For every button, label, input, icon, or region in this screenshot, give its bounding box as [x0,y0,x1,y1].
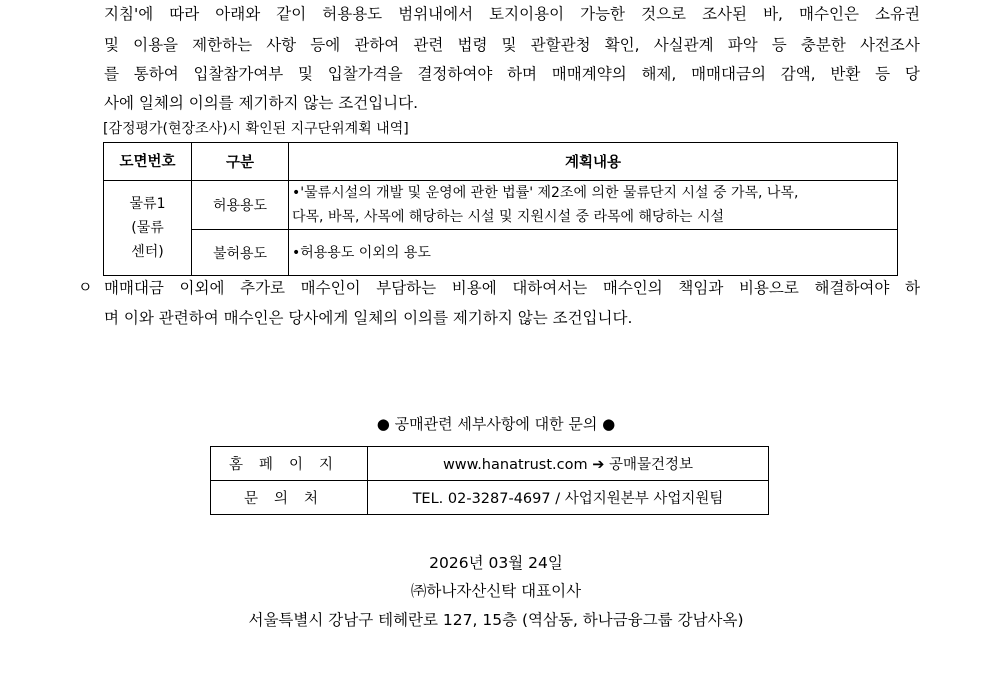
table-row [211,481,769,515]
body-line-2: 및 이용을 제한하는 사항 등에 관하여 관련 법령 및 관할관청 확인, 사실관계 파악 등 충분한 사전조사 [104,36,920,54]
extra-cost-line-2: 며 이와 관련하여 매수인은 당사에게 일체의 이의를 제기하지 않는 조건입니다. [104,309,633,327]
extra-cost-line-1: 매매대금 이외에 추가로 매수인이 부담하는 비용에 대하여서는 매수인의 책임과 비용으로 해결하여야 하 [104,279,920,297]
table-row [104,181,898,230]
notice-date: 2026년 03월 24일 [429,554,563,572]
homepage-label: 홈페이지 [211,447,368,481]
content-line: •허용용도 이외의 용도 [292,244,431,261]
auction-info-link[interactable]: 공매물건정보 [609,457,694,473]
inquiry-table [210,446,769,515]
district-plan-table [103,142,898,276]
inquiry-title: ● 공매관련 세부사항에 대한 문의 ● [376,415,616,433]
contact-label: 문의처 [211,481,368,515]
bullet-circle: ㅇ [78,278,93,296]
drawing-no-line: 센터) [131,244,164,260]
arrow-right-icon: ➔ [592,457,605,473]
header-drawing-no: 도면번호 [104,143,192,181]
homepage-link[interactable]: www.hanatrust.com [442,457,588,473]
drawing-no-line: 물류1 [129,196,166,212]
content-line: 다목, 바목, 사목에 해당하는 시설 및 지원시설 중 라목에 해당하는 시설 [292,209,725,225]
table-row [104,230,898,276]
body-line-4: 사에 일체의 이의를 제기하지 않는 조건입니다. [104,94,419,112]
category-cell: 허용용도 [192,181,289,230]
company-ceo: ㈜하나자산신탁 대표이사 [410,582,582,600]
table-row [211,447,769,481]
homepage-value [368,447,769,481]
header-plan-content: 계획내용 [289,143,898,181]
table-header-row [104,143,898,181]
company-address: 서울특별시 강남구 테헤란로 127, 15층 (역삼동, 하나금융그룹 강남사옥) [248,611,744,629]
content-cell [289,181,898,230]
body-line-1: 지침'에 따라 아래와 같이 허용용도 범위내에서 토지이용이 가능한 것으로 조사된 바, 매수인은 소유권 [104,5,920,23]
contact-value: TEL. 02-3287-4697 / 사업지원본부 사업지원팀 [368,481,769,515]
content-cell [289,230,898,276]
drawing-no-cell [104,181,192,276]
header-category: 구분 [192,143,289,181]
content-line: •'물류시설의 개발 및 운영에 관한 법률' 제2조에 의한 물류단지 시설 중 가목, 나목, [292,185,799,201]
plan-caption: [감정평가(현장조사)시 확인된 지구단위계획 내역] [103,121,409,137]
category-cell: 불허용도 [192,230,289,276]
body-line-3: 를 통하여 입찰참가여부 및 입찰가격을 결정하여야 하며 매매계약의 해제, 매매대금의 감액, 반환 등 당 [104,65,920,83]
drawing-no-line: (물류 [131,220,164,236]
